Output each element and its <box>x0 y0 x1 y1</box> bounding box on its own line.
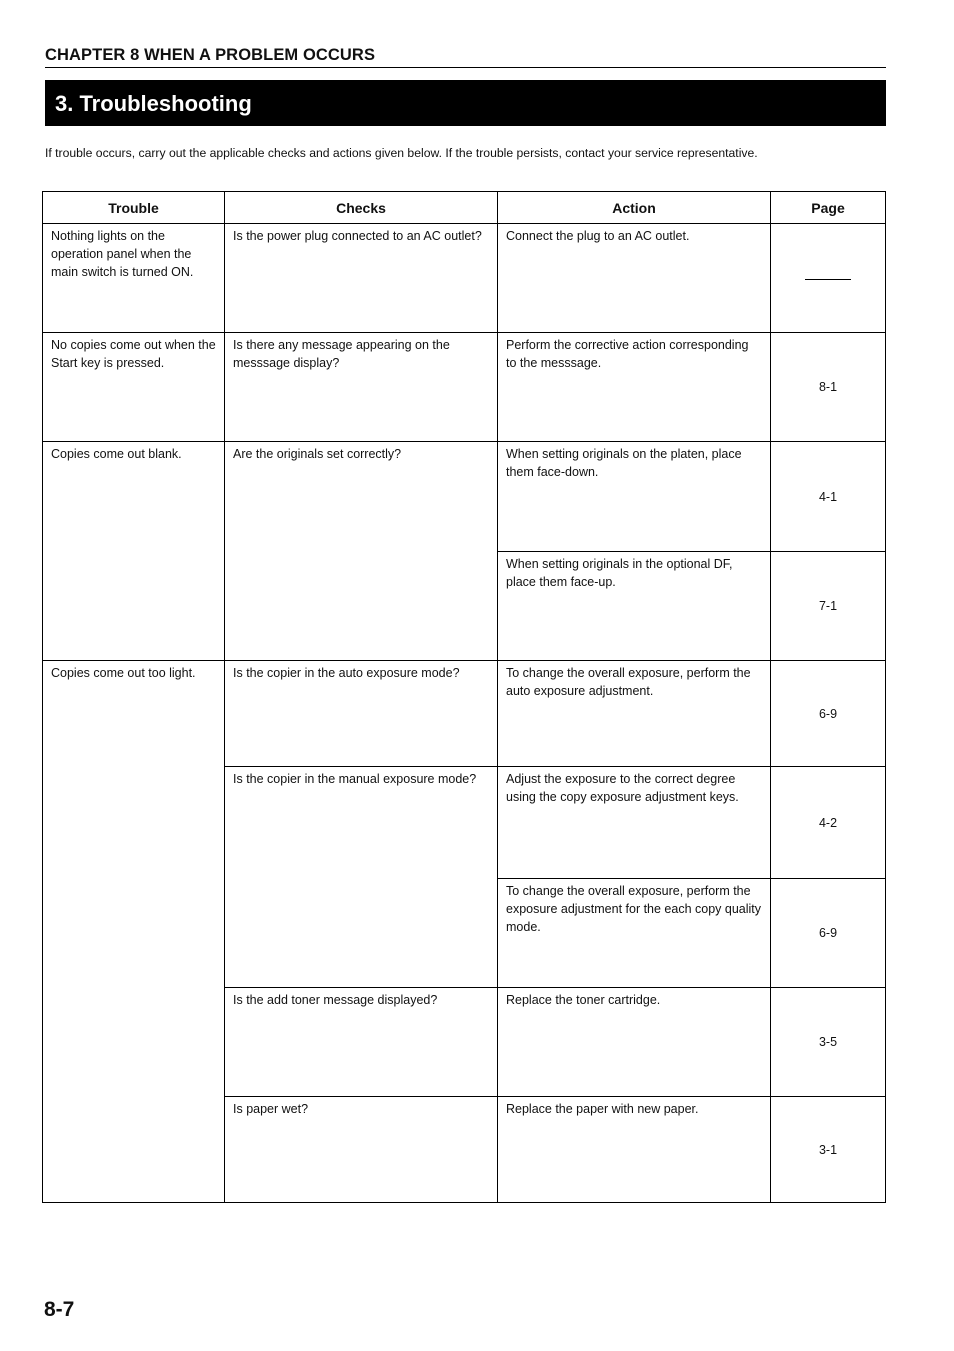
action-cell: Adjust the exposure to the correct degree using the copy exposure adjustment keys. <box>498 767 771 879</box>
trouble-cell: Nothing lights on the operation panel when the main switch is turned ON. <box>43 224 225 333</box>
check-cell: Is the copier in the auto exposure mode? <box>225 661 498 767</box>
page-cell: 6-9 <box>771 879 886 988</box>
column-header-checks: Checks <box>225 192 498 224</box>
page-cell: 3-1 <box>771 1097 886 1203</box>
section-title: 3. Troubleshooting <box>45 80 886 126</box>
troubleshooting-table <box>42 191 886 1203</box>
trouble-cell: Copies come out blank. <box>43 442 225 661</box>
action-cell: To change the overall exposure, perform the exposure adjustment for the each copy quality mode. <box>498 879 771 988</box>
check-cell: Is the power plug connected to an AC outlet? <box>225 224 498 333</box>
table-row <box>43 224 886 333</box>
trouble-cell: Copies come out too light. <box>43 661 225 1203</box>
column-header-trouble: Trouble <box>43 192 225 224</box>
page-cell: 4-2 <box>771 767 886 879</box>
action-cell: Perform the corrective action corresponding to the messsage. <box>498 333 771 442</box>
check-cell: Is the add toner message displayed? <box>225 988 498 1097</box>
page-cell: 8-1 <box>771 333 886 442</box>
page-cell: 6-9 <box>771 661 886 767</box>
column-header-action: Action <box>498 192 771 224</box>
table-row <box>43 442 886 552</box>
check-cell: Is the copier in the manual exposure mode? <box>225 767 498 988</box>
table-row <box>43 661 886 767</box>
page-cell-blank <box>771 224 886 333</box>
action-cell: Replace the toner cartridge. <box>498 988 771 1097</box>
check-cell: Is paper wet? <box>225 1097 498 1203</box>
action-cell: Connect the plug to an AC outlet. <box>498 224 771 333</box>
chapter-header: CHAPTER 8 WHEN A PROBLEM OCCURS <box>45 46 886 68</box>
check-cell: Is there any message appearing on the messsage display? <box>225 333 498 442</box>
action-cell: When setting originals on the platen, place them face-down. <box>498 442 771 552</box>
check-cell: Are the originals set correctly? <box>225 442 498 661</box>
page-number: 8-7 <box>44 1298 75 1321</box>
action-cell: Replace the paper with new paper. <box>498 1097 771 1203</box>
page-cell: 7-1 <box>771 552 886 661</box>
page-cell: 4-1 <box>771 442 886 552</box>
action-cell: To change the overall exposure, perform the auto exposure adjustment. <box>498 661 771 767</box>
intro-text: If trouble occurs, carry out the applicable checks and actions given below. If the trouble persists, contact your service representative. <box>45 146 758 160</box>
page-cell: 3-5 <box>771 988 886 1097</box>
action-cell: When setting originals in the optional DF, place them face-up. <box>498 552 771 661</box>
table-row <box>43 333 886 442</box>
blank-page-line <box>805 278 851 280</box>
table-header-row <box>43 192 886 224</box>
column-header-page: Page <box>771 192 886 224</box>
trouble-cell: No copies come out when the Start key is pressed. <box>43 333 225 442</box>
